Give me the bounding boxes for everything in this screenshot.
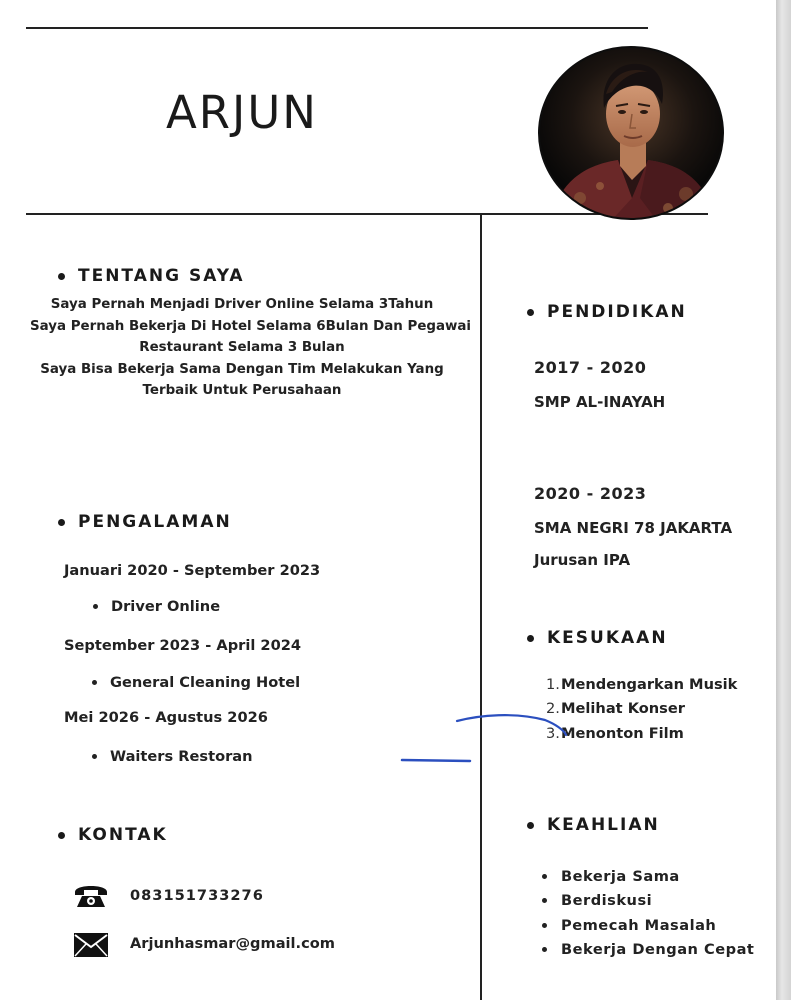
page-edge — [776, 0, 791, 1000]
experience-job-label: Driver Online — [111, 598, 221, 615]
hobbies-title: KESUKAAN — [547, 628, 668, 648]
education-school: SMP AL-INAYAH — [534, 393, 666, 411]
about-line: Saya Pernah Bekerja Di Hotel Selama 6Bulan Dan Pegawai — [30, 318, 472, 334]
list-number: 2. — [546, 700, 560, 717]
about-line: Saya Bisa Bekerja Sama Dengan Tim Melakukan Yang — [40, 361, 444, 377]
about-line: Restaurant Selama 3 Bulan — [139, 340, 345, 355]
list-number: 3. — [546, 725, 560, 742]
about-title: TENTANG SAYA — [78, 266, 245, 286]
list-number: 1. — [546, 676, 560, 693]
skill-label: Berdiskusi — [561, 892, 653, 909]
annotation-stroke — [457, 715, 566, 735]
education-years: 2020 - 2023 — [534, 484, 647, 503]
skill-label: Bekerja Dengan Cepat — [561, 941, 755, 958]
contact-email: Arjunhasmar@gmail.com — [130, 935, 335, 952]
education-years: 2017 - 2020 — [534, 358, 647, 377]
education-title: PENDIDIKAN — [547, 302, 687, 322]
skill-label: Pemecah Masalah — [561, 917, 717, 934]
experience-period: September 2023 - April 2024 — [64, 637, 302, 654]
hobby-label: Mendengarkan Musik — [561, 676, 738, 693]
contact-title: KONTAK — [78, 825, 168, 845]
skill-label: Bekerja Sama — [561, 868, 680, 885]
experience-period: Januari 2020 - September 2023 — [64, 562, 321, 579]
experience-period: Mei 2026 - Agustus 2026 — [64, 709, 268, 726]
experience-title: PENGALAMAN — [78, 512, 232, 532]
about-line: Terbaik Untuk Perusahaan — [142, 383, 342, 398]
skills-title: KEAHLIAN — [547, 815, 660, 835]
contact-phone: 083151733276 — [130, 887, 264, 904]
annotation-stroke — [402, 760, 470, 761]
resume-name: ARJUN — [166, 86, 318, 139]
experience-job-label: Waiters Restoran — [110, 748, 253, 765]
hobby-label: Melihat Konser — [561, 700, 685, 717]
education-major: Jurusan IPA — [534, 551, 631, 569]
experience-job-label: General Cleaning Hotel — [110, 674, 301, 691]
hobby-label: Menonton Film — [561, 725, 684, 742]
about-line: Saya Pernah Menjadi Driver Online Selama 3Tahun — [50, 297, 434, 312]
education-school: SMA NEGRI 78 JAKARTA — [534, 519, 733, 537]
